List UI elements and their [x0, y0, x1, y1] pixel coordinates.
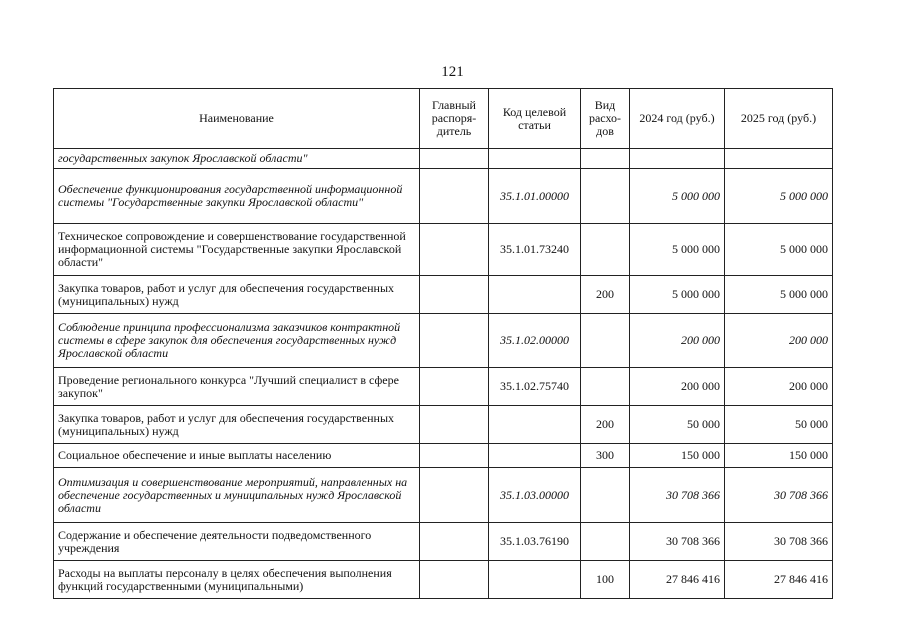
row-main-manager [420, 561, 489, 599]
row-name: Закупка товаров, работ и услуг для обеспечения государственных (муниципальных) нужд [54, 406, 420, 444]
row-amount-2025: 30 708 366 [725, 523, 833, 561]
row-name: Проведение регионального конкурса "Лучший специалист в сфере закупок" [54, 368, 420, 406]
table-row [54, 468, 833, 523]
row-target-code [489, 276, 581, 314]
row-amount-2025: 200 000 [725, 314, 833, 368]
row-amount-2024: 200 000 [630, 368, 725, 406]
table-row [54, 276, 833, 314]
row-amount-2024: 150 000 [630, 444, 725, 468]
row-amount-2025: 30 708 366 [725, 468, 833, 523]
row-amount-2024: 5 000 000 [630, 224, 725, 276]
row-amount-2025 [725, 149, 833, 169]
table-row [54, 169, 833, 224]
row-expense-type: 200 [581, 276, 630, 314]
table-row [54, 406, 833, 444]
row-main-manager [420, 224, 489, 276]
row-target-code [489, 149, 581, 169]
row-amount-2024 [630, 149, 725, 169]
row-amount-2024: 30 708 366 [630, 523, 725, 561]
row-expense-type [581, 224, 630, 276]
row-expense-type [581, 149, 630, 169]
row-amount-2024: 27 846 416 [630, 561, 725, 599]
row-amount-2025: 5 000 000 [725, 169, 833, 224]
budget-table [53, 88, 833, 599]
table-row [54, 368, 833, 406]
row-name: Оптимизация и совершенствование мероприятий, направленных на обеспечение государственных и муниципальных нужд Ярославской области [54, 468, 420, 523]
row-name: Соблюдение принципа профессионализма заказчиков контрактной системы в сфере закупок для обеспечения государственных нужд Ярославской области [54, 314, 420, 368]
table-header-row [54, 89, 833, 149]
header-year-2024: 2024 год (руб.) [630, 89, 725, 149]
row-main-manager [420, 276, 489, 314]
row-target-code: 35.1.02.00000 [489, 314, 581, 368]
header-expense-type: Вид расхо-дов [581, 89, 630, 149]
row-name: Социальное обеспечение и иные выплаты населению [54, 444, 420, 468]
row-main-manager [420, 368, 489, 406]
row-target-code: 35.1.01.73240 [489, 224, 581, 276]
row-expense-type: 300 [581, 444, 630, 468]
row-expense-type [581, 468, 630, 523]
row-expense-type [581, 169, 630, 224]
row-name: Расходы на выплаты персоналу в целях обеспечения выполнения функций государственными (муниципальными) [54, 561, 420, 599]
row-target-code: 35.1.01.00000 [489, 169, 581, 224]
row-main-manager [420, 468, 489, 523]
header-target-code: Код целевой статьи [489, 89, 581, 149]
row-expense-type [581, 523, 630, 561]
row-main-manager [420, 314, 489, 368]
row-expense-type [581, 368, 630, 406]
table-row [54, 523, 833, 561]
row-target-code: 35.1.02.75740 [489, 368, 581, 406]
row-name: Закупка товаров, работ и услуг для обеспечения государственных (муниципальных) нужд [54, 276, 420, 314]
table-row [54, 444, 833, 468]
header-name: Наименование [54, 89, 420, 149]
row-target-code [489, 561, 581, 599]
row-main-manager [420, 149, 489, 169]
row-name: государственных закупок Ярославской области" [54, 149, 420, 169]
row-main-manager [420, 169, 489, 224]
row-amount-2024: 5 000 000 [630, 169, 725, 224]
row-target-code [489, 444, 581, 468]
table-row [54, 314, 833, 368]
row-target-code [489, 406, 581, 444]
row-amount-2025: 50 000 [725, 406, 833, 444]
row-amount-2025: 5 000 000 [725, 276, 833, 314]
row-main-manager [420, 523, 489, 561]
row-amount-2025: 200 000 [725, 368, 833, 406]
row-expense-type [581, 314, 630, 368]
page-number: 121 [441, 64, 464, 80]
row-main-manager [420, 406, 489, 444]
row-amount-2025: 150 000 [725, 444, 833, 468]
header-main-manager: Главный распоря-дитель [420, 89, 489, 149]
table-row [54, 224, 833, 276]
row-amount-2024: 5 000 000 [630, 276, 725, 314]
row-amount-2025: 5 000 000 [725, 224, 833, 276]
row-expense-type: 100 [581, 561, 630, 599]
row-main-manager [420, 444, 489, 468]
row-target-code: 35.1.03.76190 [489, 523, 581, 561]
row-amount-2024: 30 708 366 [630, 468, 725, 523]
header-year-2025: 2025 год (руб.) [725, 89, 833, 149]
row-amount-2024: 200 000 [630, 314, 725, 368]
table-row [54, 149, 833, 169]
row-name: Техническое сопровождение и совершенствование государственной информационной системы "Государственные закупки Ярославской области" [54, 224, 420, 276]
row-amount-2025: 27 846 416 [725, 561, 833, 599]
row-expense-type: 200 [581, 406, 630, 444]
table-row [54, 561, 833, 599]
row-name: Содержание и обеспечение деятельности подведомственного учреждения [54, 523, 420, 561]
row-target-code: 35.1.03.00000 [489, 468, 581, 523]
row-name: Обеспечение функционирования государственной информационной системы "Государственные закупки Ярославской области" [54, 169, 420, 224]
row-amount-2024: 50 000 [630, 406, 725, 444]
